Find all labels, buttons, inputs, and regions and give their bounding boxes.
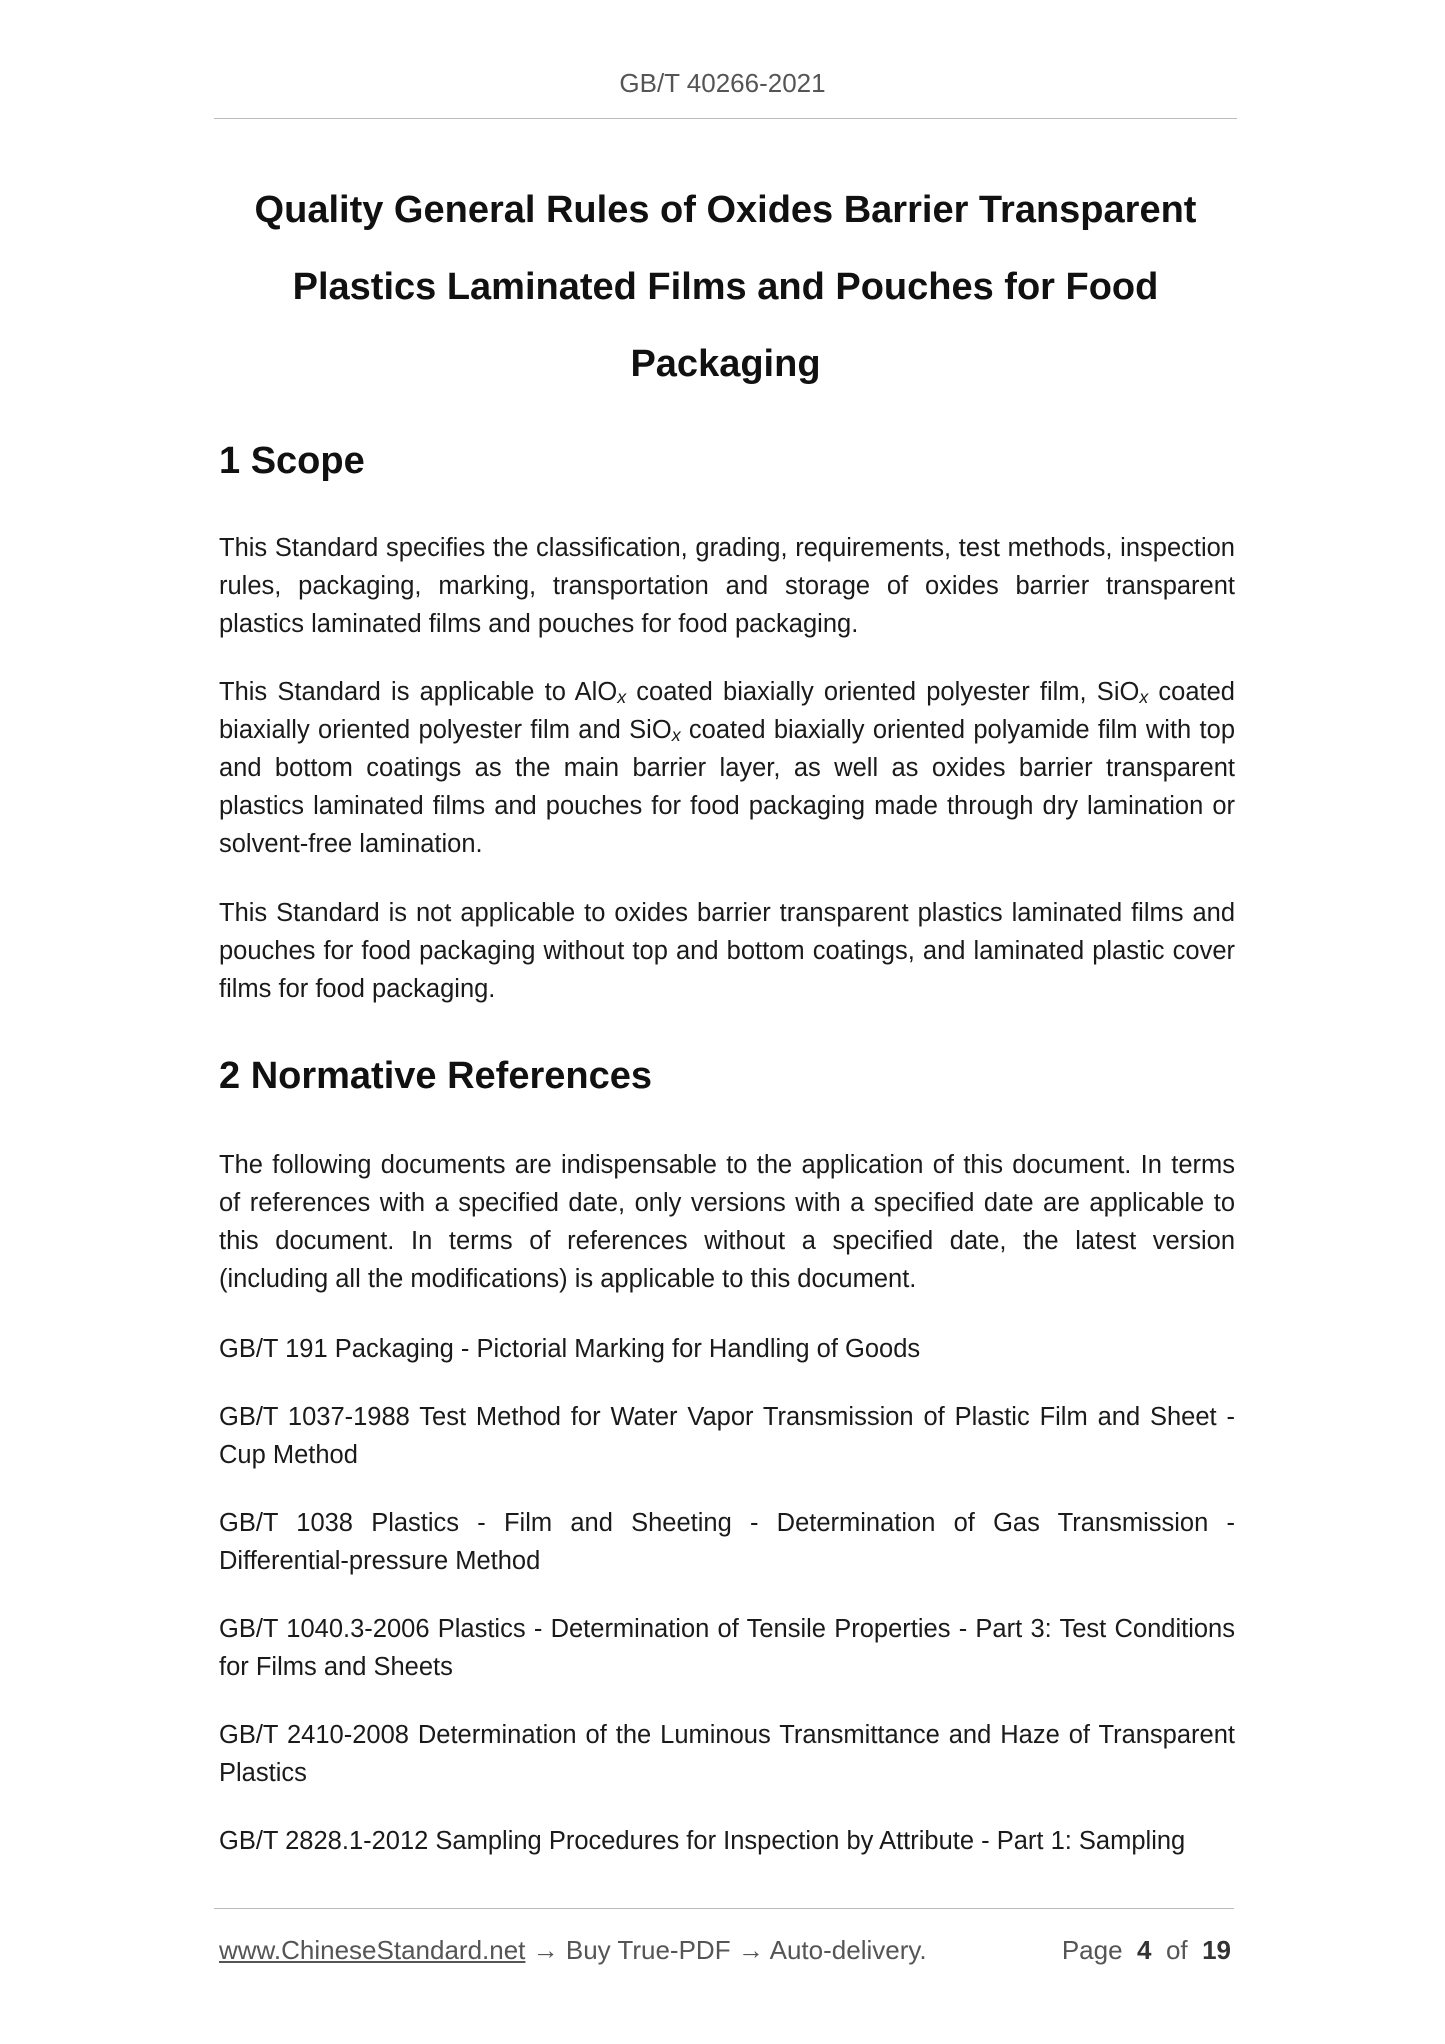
page-indicator (1062, 1935, 1231, 1966)
footer-website-link[interactable]: www.ChineseStandard.net (219, 1935, 526, 1965)
reference-item: GB/T 1040.3-2006 Plastics - Determination of Tensile Properties - Part 3: Test Conditions for Films and Sheets (219, 1615, 1235, 1681)
page-label: Page (1061, 1935, 1123, 1965)
scope-paragraph-1: This Standard specifies the classification, grading, requirements, test methods, inspection rules, packaging, marking, transportation and storage of oxides barrier transparent plastics laminated films and pouches for food packaging. (219, 534, 1235, 638)
reference-item: GB/T 191 Packaging - Pictorial Marking for Handling of Goods (219, 1335, 921, 1363)
title-line-2: Plastics Laminated Films and Pouches for Food (292, 266, 1159, 308)
title-line-3: Packaging (630, 343, 821, 385)
scope-p2-text-4: coated biaxially oriented polyamide film with top and bottom coatings as the main barrier layer, as well as oxides barrier transparent plastics laminated films and pouches for food packaging made through dry lamination or solvent-free lamination. (219, 716, 1236, 858)
page-number: 4 (1137, 1935, 1152, 1965)
footer-buy-text: Buy True-PDF (565, 1935, 731, 1965)
subscript-x: x (617, 687, 627, 707)
document-title (214, 172, 1237, 403)
arrow-right-icon: → (737, 1935, 764, 1965)
scope-p2-text-3: coated biaxially oriented polyester film and SiO (219, 678, 1235, 744)
section-heading-normative-references: 2 Normative References (219, 1055, 652, 1097)
arrow-right-icon: → (532, 1935, 559, 1965)
scope-paragraph-2 (219, 673, 1235, 863)
of-label: of (1165, 1935, 1188, 1965)
reference-item: GB/T 1038 Plastics - Film and Sheeting - Determination of Gas Transmission - Differential-pressure Method (219, 1509, 1235, 1575)
section-heading-scope: 1 Scope (219, 440, 365, 482)
reference-item: GB/T 2410-2008 Determination of the Luminous Transmittance and Haze of Transparent Plastics (219, 1721, 1235, 1787)
reference-item: GB/T 2828.1-2012 Sampling Procedures for Inspection by Attribute - Part 1: Sampling (219, 1827, 1186, 1855)
header-document-code: GB/T 40266-2021 (619, 68, 826, 98)
page-total: 19 (1202, 1935, 1231, 1965)
references-intro-paragraph: The following documents are indispensable to the application of this document. In terms of references with a specified date, only versions with a specified date are applicable to this document. In terms of references without a specified date, the latest version (including all the modifications) is applicable to this document. (219, 1151, 1235, 1293)
scope-paragraph-3: This Standard is not applicable to oxides barrier transparent plastics laminated films and pouches for food packaging without top and bottom coatings, and laminated plastic cover films for food packaging. (219, 899, 1235, 1003)
header-divider (214, 118, 1237, 119)
footer-delivery-text: Auto-delivery. (769, 1935, 927, 1965)
footer-divider (214, 1908, 1234, 1909)
reference-item: GB/T 1037-1988 Test Method for Water Vapor Transmission of Plastic Film and Sheet - Cup Method (219, 1403, 1235, 1469)
title-line-1: Quality General Rules of Oxides Barrier Transparent (254, 189, 1197, 231)
scope-p2-text-2: coated biaxially oriented polyester film, SiO (626, 678, 1140, 706)
scope-p2-text-1: This Standard is applicable to AlO (219, 678, 618, 706)
page-footer (219, 1935, 1231, 1966)
subscript-x: x (1139, 687, 1149, 707)
subscript-x: x (671, 725, 681, 745)
